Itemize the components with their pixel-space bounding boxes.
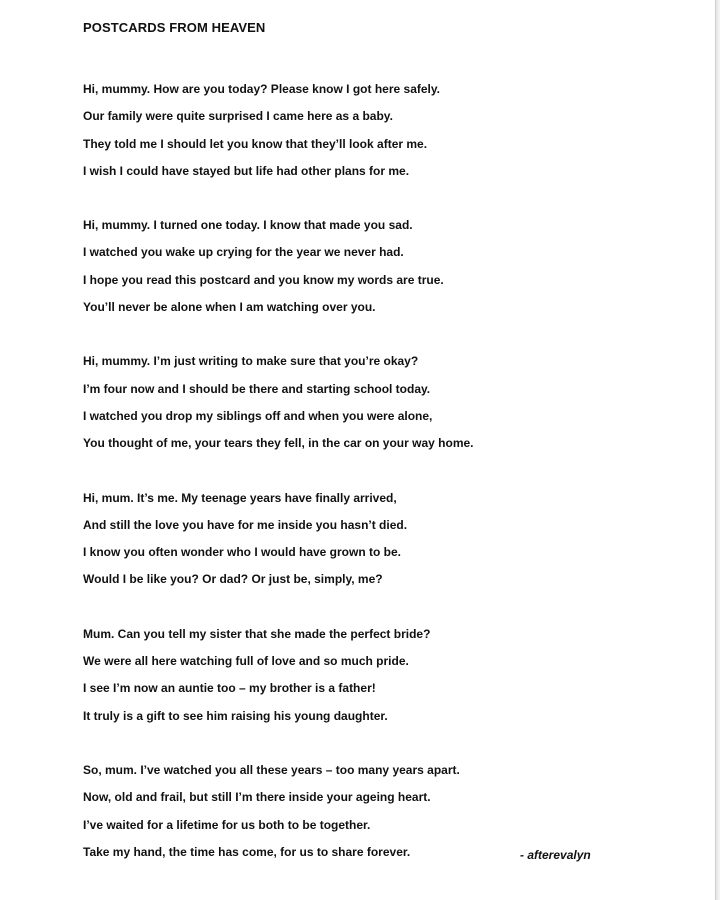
poem-line: Hi, mummy. How are you today? Please know I got here safely. [83, 82, 440, 96]
poem-line: Now, old and frail, but still I’m there inside your ageing heart. [83, 790, 431, 805]
poem-line: It truly is a gift to see him raising his young daughter. [83, 708, 388, 723]
stanza-5 [83, 624, 643, 733]
poem-line: Hi, mum. It’s me. My teenage years have finally arrived, [83, 490, 397, 505]
stanza-1 [83, 79, 643, 188]
poem-line: Mum. Can you tell my sister that she made the perfect bride? [83, 626, 431, 641]
poem-line: They told me I should let you know that they’ll look after me. [83, 136, 428, 151]
poem-line: I see I’m now an auntie too – my brother is a father! [83, 681, 376, 696]
author-signature: - afterevalyn [520, 848, 591, 862]
poem-line: And still the love you have for me inside you hasn’t died. [83, 517, 408, 532]
poem-line: Our family were quite surprised I came here as a baby. [83, 109, 393, 124]
poem-line: I watched you drop my siblings off and when you were alone, [83, 408, 433, 423]
page-edge-shadow [715, 0, 720, 900]
poem-line: I know you often wonder who I would have grown to be. [83, 545, 401, 560]
poem-line: I wish I could have stayed but life had other plans for me. [83, 163, 410, 178]
poem-line: I’ve waited for a lifetime for us both to be together. [83, 817, 371, 832]
stanza-4 [83, 488, 643, 597]
stanza-3 [83, 351, 643, 460]
poem-body [83, 79, 643, 896]
stanza-2 [83, 215, 643, 324]
poem-line: You’ll never be alone when I am watching over you. [83, 300, 376, 315]
poem-line: I hope you read this postcard and you know my words are true. [83, 272, 444, 287]
poem-line: You thought of me, your tears they fell, in the car on your way home. [83, 436, 474, 451]
poem-line: Take my hand, the time has come, for us to share forever. [83, 844, 411, 859]
poem-line: I watched you wake up crying for the year we never had. [83, 245, 404, 260]
poem-line: So, mum. I’ve watched you all these years – too many years apart. [83, 762, 460, 777]
poem-line: I’m four now and I should be there and starting school today. [83, 381, 431, 396]
poem-line: Hi, mummy. I turned one today. I know that made you sad. [83, 218, 413, 233]
poem-line: We were all here watching full of love and so much pride. [83, 654, 409, 669]
poem-line: Hi, mummy. I’m just writing to make sure that you’re okay? [83, 354, 419, 369]
poem-title: POSTCARDS FROM HEAVEN [83, 20, 266, 35]
poem-line: Would I be like you? Or dad? Or just be, simply, me? [83, 572, 383, 587]
